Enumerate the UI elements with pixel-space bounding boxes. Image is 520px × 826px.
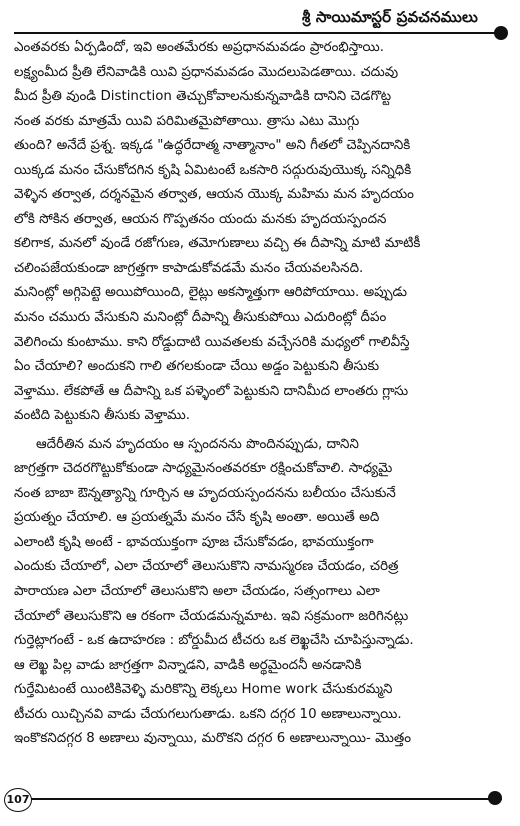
header-rule bbox=[14, 32, 506, 34]
text-line: ఆ లెఖ్ఖ పిల్ల వాడు జాగ్రత్తగా విన్నాడని, వాడికి అర్థమైందనీ అనడానికి bbox=[14, 657, 362, 673]
text-line: లక్ష్యంమీద ప్రీతి లేనివాడికి యివి ప్రధానమవడం మొదలుపెడతాయి. చదువు bbox=[14, 64, 399, 80]
text-line: జాగ్రత్తగా చెదరగొట్టుకోకుండా సాధ్యమైనంతవరకూ రక్షించుకోవాలి. సాధ్యమై bbox=[14, 461, 393, 477]
text-line: ఇంకొకనిదగ్గర 8 అణాలు వున్నాయి, మరొకని దగ్గర 6 అణాలున్నాయి- మొత్తం bbox=[14, 731, 412, 747]
footer-rule bbox=[30, 798, 502, 800]
text-line: మీద ప్రీతి వుండి Distinction తెచ్చుకోవాలనుకున్నవాడికి దానిని చెడగొట్ట bbox=[14, 89, 392, 105]
text-line: ఎందుకు చేయాలో, ఎలా చేయాలో తెలుసుకొని నామస్మరణ చేయడం, చరిత్ర bbox=[14, 559, 399, 575]
text-line: ప్రయత్నం చేయాలి. ఆ ప్రయత్నమే మనం చేసే కృషి అంతా. అయితే అది bbox=[14, 510, 380, 526]
text-line: మనింట్లో అగ్గిపెట్టె అయిపోయింది, లైట్లు అకస్మాత్తుగా ఆరిపోయాయి. అప్పుడు bbox=[14, 285, 408, 301]
text-line: చలింపజేయకుండా జాగ్రత్తగా కాపాడుకోవడమే మనం చేయవలసినది. bbox=[14, 260, 364, 276]
text-line: చేయాలో తెలుసుకొని ఆ రకంగా చేయడమన్నమాట. ఇవి సక్రమంగా జరిగినట్లు bbox=[14, 608, 409, 624]
paragraph-1 bbox=[14, 36, 508, 429]
text-line: నంత వరకు మాత్రమే యివి పరిమితమైపోతాయి. త్రాసు ఎటు మొగ్గు bbox=[14, 113, 360, 129]
paragraph-2 bbox=[14, 433, 508, 752]
running-title: శ్రీ సాయిమాస్టర్ ప్రవచనములు bbox=[301, 8, 478, 26]
page-footer bbox=[0, 788, 520, 824]
text-line: యిక్కడ మనం చేసుకోదగిన కృషి ఏమిటంటే ఒకసారి సద్గురువుయొక్క సన్నిధికి bbox=[14, 162, 412, 178]
text-line: గుర్తెట్లాగంటే - ఒక ఉదాహరణ : బోర్డుమీద టీచరు ఒక లెఖ్ఖచేసి చూపిస్తున్నాడు. bbox=[14, 633, 414, 649]
text-line: వెలిగించు కుంటాము. కాని రోడ్డుదాటి యివతలకు వచ్చేసరికి మధ్యలో గాలివీస్తే bbox=[14, 334, 410, 350]
text-line: లోకి సోకిన తర్వాత, ఆయన గొప్పతనం యందు మనకు హృదయస్పందన bbox=[14, 211, 387, 227]
text-line: వెళ్ళిన తర్వాత, దర్శనమైన తర్వాత, ఆయన యొక్క మహిమ మన హృదయం bbox=[14, 187, 414, 203]
text-line: వెళ్తాము. లేకపోతే ఆ దీపాన్ని ఒక పళ్ళెంలో పెట్టుకుని దానిమీద లాంతరు గ్లాసు bbox=[14, 383, 409, 399]
text-line: పారాయణ ఎలా చేయాలో తెలుసుకొని అలా చేయడం, సత్సంగాలు ఎలా bbox=[14, 584, 380, 600]
text-line: తుంది? అనేదే ప్రశ్న. ఇక్కడ "ఉద్ధరేదాత్మ నాత్మానాం" అని గీతలో చెప్పినదానికి bbox=[14, 138, 411, 154]
page-number: 107 bbox=[4, 788, 32, 812]
text-line: ఆదేరీతిన మన హృదయం ఆ స్పందనను పొందినప్పుడు, దానిని bbox=[36, 436, 359, 452]
text-line: ఏం చేయాలి? అందుకని గాలి తగలకుండా చేయి అడ్డం పెట్టుకుని తీసుకు bbox=[14, 359, 380, 375]
text-line: వంటిది పెట్టుకుని తీసుకు వెళ్తాము. bbox=[14, 408, 191, 424]
footer-dot-ornament bbox=[488, 791, 502, 805]
text-line: గుర్తేమిటంటే యింటికివెళ్ళి మరికొన్ని లెక్కలు Home work చేసుకురమ్మని bbox=[14, 682, 393, 698]
text-line: ఎంతవరకు ఏర్పడిందో, ఇవి అంతమేరకు అప్రధానమవడం ప్రారంభిస్తాయి. bbox=[14, 40, 384, 55]
text-line: కలిగాక, మనలో వుండే రజోగుణ, తమోగుణాలు వచ్చి ఈ దీపాన్ని మాటి మాటికీ bbox=[14, 236, 421, 252]
text-line: టీచరు యిచ్చినవి వాడు చేయగలుగుతాడు. ఒకని దగ్గర 10 అణాలున్నాయి. bbox=[14, 706, 402, 722]
page-header bbox=[14, 6, 506, 40]
body-text bbox=[14, 36, 508, 752]
text-line: మనం చమురు వేసుకుని మనింట్లో దీపాన్ని తీసుకుపోయి ఎదురింట్లో దీపం bbox=[14, 310, 387, 326]
text-line: నంత బాబా ఔన్నత్యాన్ని గూర్చిన ఆ హృదయస్పందనను బలీయం చేసుకునే bbox=[14, 485, 396, 501]
text-line: ఎలాంటి కృషి అంటే - భావయుక్తంగా పూజ చేసుకోవడం, భావయుక్తంగా bbox=[14, 534, 374, 550]
